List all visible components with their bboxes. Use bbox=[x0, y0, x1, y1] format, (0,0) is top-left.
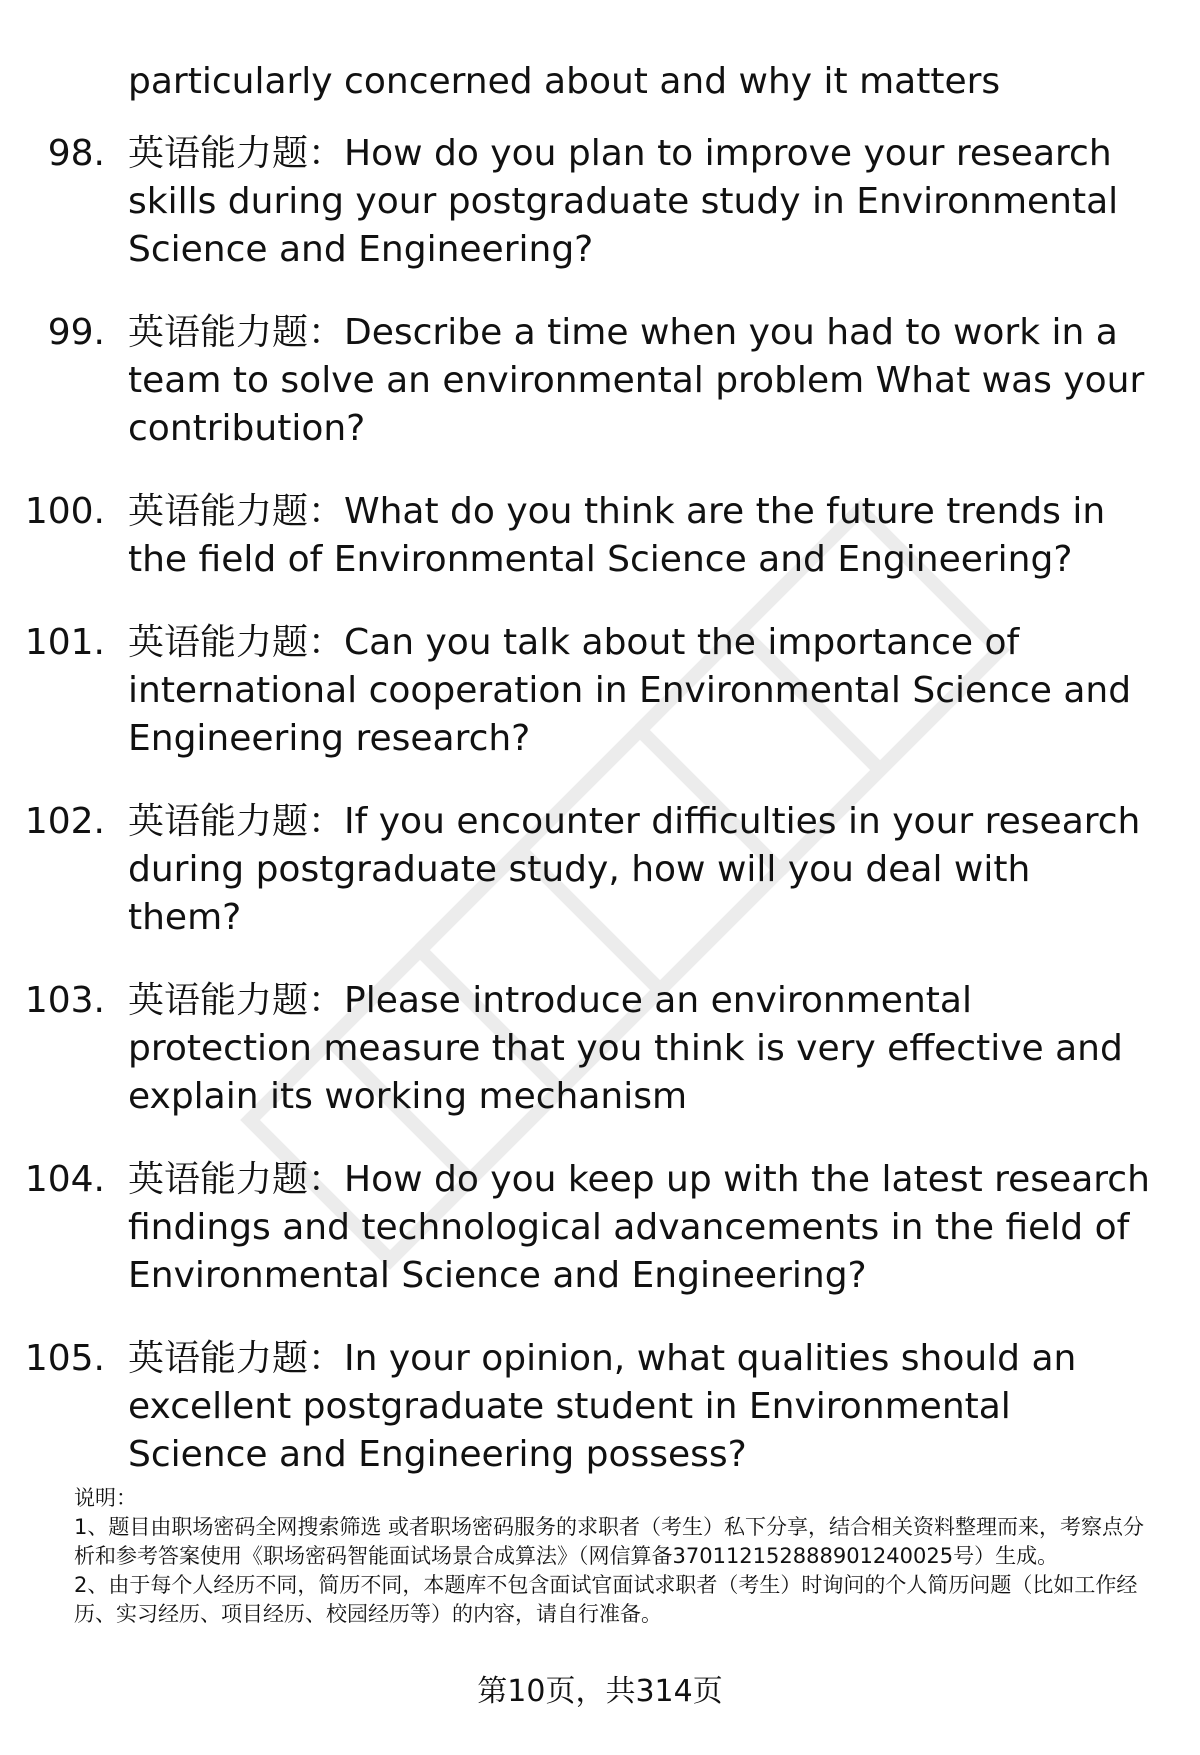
question-text: 英语能力题：Can you talk about the importance of international cooperation in Environmental Science and Engineering research? bbox=[128, 622, 1132, 759]
question-number: 98. bbox=[47, 133, 105, 174]
question-text: 英语能力题：What do you think are the future trends in the field of Environmental Science and Engineering? bbox=[128, 491, 1106, 580]
question-text: 英语能力题：If you encounter difficulties in your research during postgraduate study, how will you deal with them? bbox=[128, 801, 1141, 938]
continuation-text: particularly concerned about and why it matters bbox=[128, 61, 1001, 102]
question-item bbox=[0, 1335, 1200, 1479]
page-number-footer: 第10页，共314页 bbox=[477, 1674, 723, 1709]
question-text: 英语能力题：Describe a time when you had to work in a team to solve an environmental problem What was your contribution? bbox=[128, 312, 1145, 449]
question-number: 105. bbox=[24, 1338, 105, 1379]
question-text: 英语能力题：In your opinion, what qualities should an excellent postgraduate student in Environmental Science and Engineering possess? bbox=[128, 1338, 1077, 1475]
question-text: 英语能力题：How do you keep up with the latest research findings and technological advancements in the field of Environmental Science and Engineering? bbox=[128, 1159, 1150, 1296]
notes-item-1: 1、题目由职场密码全网搜索筛选 或者职场密码服务的求职者（考生）私下分享，结合相关资料整理而来，考察点分析和参考答案使用《职场密码智能面试场景合成算法》（网信算备370112152888901240025号）生成。 bbox=[74, 1515, 1145, 1568]
notes-item-2: 2、由于每个人经历不同，简历不同，本题库不包含面试官面试求职者（考生）时询问的个人简历问题（比如工作经历、实习经历、项目经历、校园经历等）的内容，请自行准备。 bbox=[74, 1573, 1138, 1626]
question-item bbox=[0, 619, 1200, 763]
question-item bbox=[0, 488, 1200, 584]
question-number: 104. bbox=[24, 1159, 105, 1200]
question-item bbox=[0, 977, 1200, 1121]
question-list bbox=[0, 130, 1200, 1514]
question-text: 英语能力题：How do you plan to improve your research skills during your postgraduate study in Environmental Science and Engineering? bbox=[128, 133, 1119, 270]
notes-section bbox=[74, 1484, 1154, 1629]
question-item bbox=[0, 798, 1200, 942]
question-item bbox=[0, 130, 1200, 274]
question-number: 100. bbox=[24, 491, 105, 532]
question-number: 102. bbox=[24, 801, 105, 842]
notes-heading: 说明： bbox=[74, 1486, 137, 1510]
question-number: 99. bbox=[47, 312, 105, 353]
question-text: 英语能力题：Please introduce an environmental protection measure that you think is very effective and explain its working mechanism bbox=[128, 980, 1123, 1117]
question-number: 101. bbox=[24, 622, 105, 663]
question-item bbox=[0, 309, 1200, 453]
question-item bbox=[0, 1156, 1200, 1300]
question-number: 103. bbox=[24, 980, 105, 1021]
